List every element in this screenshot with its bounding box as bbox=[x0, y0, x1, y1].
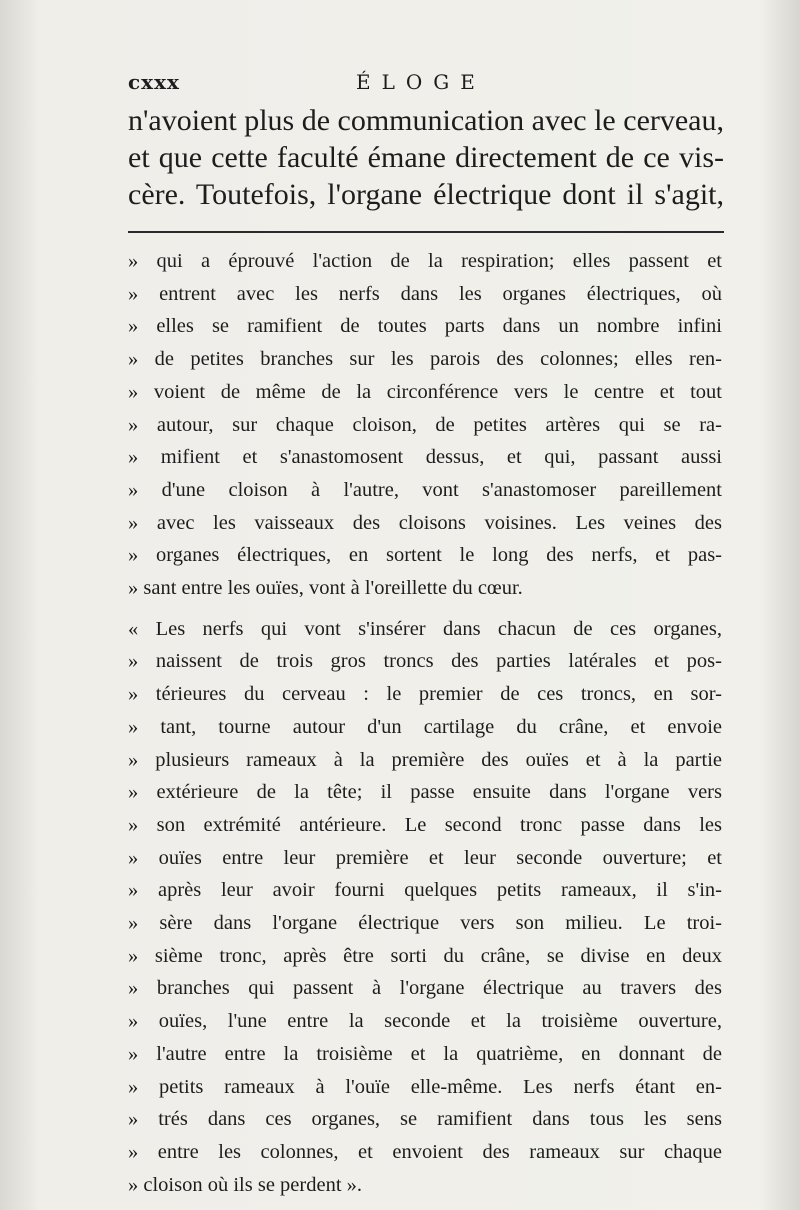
footnote-line: » ouïes, l'une entre la seconde et la troisième ouverture, bbox=[128, 1010, 722, 1033]
footnote-line: » sant entre les ouïes, vont à l'oreillette du cœur. bbox=[128, 577, 523, 600]
main-text-line: et que cette faculté émane directement de ce vis- bbox=[128, 141, 724, 174]
footnote-line: » petits rameaux à l'ouïe elle-même. Les nerfs étant en- bbox=[128, 1075, 722, 1098]
running-title: ÉLOGE bbox=[356, 70, 486, 94]
footnote-line: » entrent avec les nerfs dans les organes électriques, où bbox=[128, 282, 722, 305]
footnote-line: « Les nerfs qui vont s'insérer dans chacun de ces organes, bbox=[128, 617, 722, 640]
main-text-line: cère. Toutefois, l'organe électrique dont il s'agit, bbox=[128, 178, 724, 211]
footnote-line: » de petites branches sur les parois des colonnes; elles ren- bbox=[128, 348, 722, 371]
footnote-line: » cloison où ils se perdent ». bbox=[128, 1173, 363, 1196]
footnote-line: » l'autre entre la troisième et la quatrième, en donnant de bbox=[128, 1042, 722, 1065]
footnote-line: » extérieure de la tête; il passe ensuite dans l'organe vers bbox=[128, 781, 722, 804]
footnote-line: » ouïes entre leur première et leur seconde ouverture; et bbox=[128, 846, 722, 869]
footnote-line: » avec les vaisseaux des cloisons voisines. Les veines des bbox=[128, 511, 722, 534]
page-number: cxxx bbox=[128, 70, 180, 94]
footnote-line: » branches qui passent à l'organe électrique au travers des bbox=[128, 977, 722, 1000]
footnote-line: » après leur avoir fourni quelques petits rameaux, il s'in- bbox=[128, 879, 722, 902]
page-header bbox=[128, 70, 728, 100]
footnote-line: » elles se ramifient de toutes parts dans un nombre infini bbox=[128, 315, 722, 338]
footnote-line: » sère dans l'organe électrique vers son milieu. Le troi- bbox=[128, 912, 722, 935]
footnote-line: » trés dans ces organes, se ramifient dans tous les sens bbox=[128, 1108, 722, 1131]
footnote-line: » térieures du cerveau : le premier de ces troncs, en sor- bbox=[128, 683, 722, 706]
footnote-line: » d'une cloison à l'autre, vont s'anastomoser pareillement bbox=[128, 478, 722, 501]
footnote-line: » tant, tourne autour d'un cartilage du crâne, et envoie bbox=[128, 715, 722, 738]
footnote-line: » autour, sur chaque cloison, de petites artères qui se ra- bbox=[128, 413, 722, 436]
footnote-line: » son extrémité antérieure. Le second tronc passe dans les bbox=[128, 813, 722, 836]
footnote-line: » qui a éprouvé l'action de la respiration; elles passent et bbox=[128, 250, 722, 272]
footnote-line: » voient de même de la circonférence vers le centre et tout bbox=[128, 380, 722, 403]
footnote-line: » organes électriques, en sortent le long des nerfs, et pas- bbox=[128, 544, 722, 567]
main-text bbox=[128, 102, 724, 213]
paragraph-gap bbox=[128, 605, 722, 613]
footnote-line: » entre les colonnes, et envoient des rameaux sur chaque bbox=[128, 1140, 722, 1163]
footnote-block bbox=[128, 245, 722, 1201]
footnote-line: » sième tronc, après être sorti du crâne, se divise en deux bbox=[128, 944, 722, 967]
main-text-line: n'avoient plus de communication avec le cerveau, bbox=[128, 104, 725, 137]
footnote-line: » naissent de trois gros troncs des parties latérales et pos- bbox=[128, 650, 722, 673]
footnote-line: » mifient et s'anastomosent dessus, et qui, passant aussi bbox=[128, 446, 722, 469]
footnote-rule bbox=[128, 231, 724, 233]
footnote-line: » plusieurs rameaux à la première des ouïes et à la partie bbox=[128, 748, 722, 771]
